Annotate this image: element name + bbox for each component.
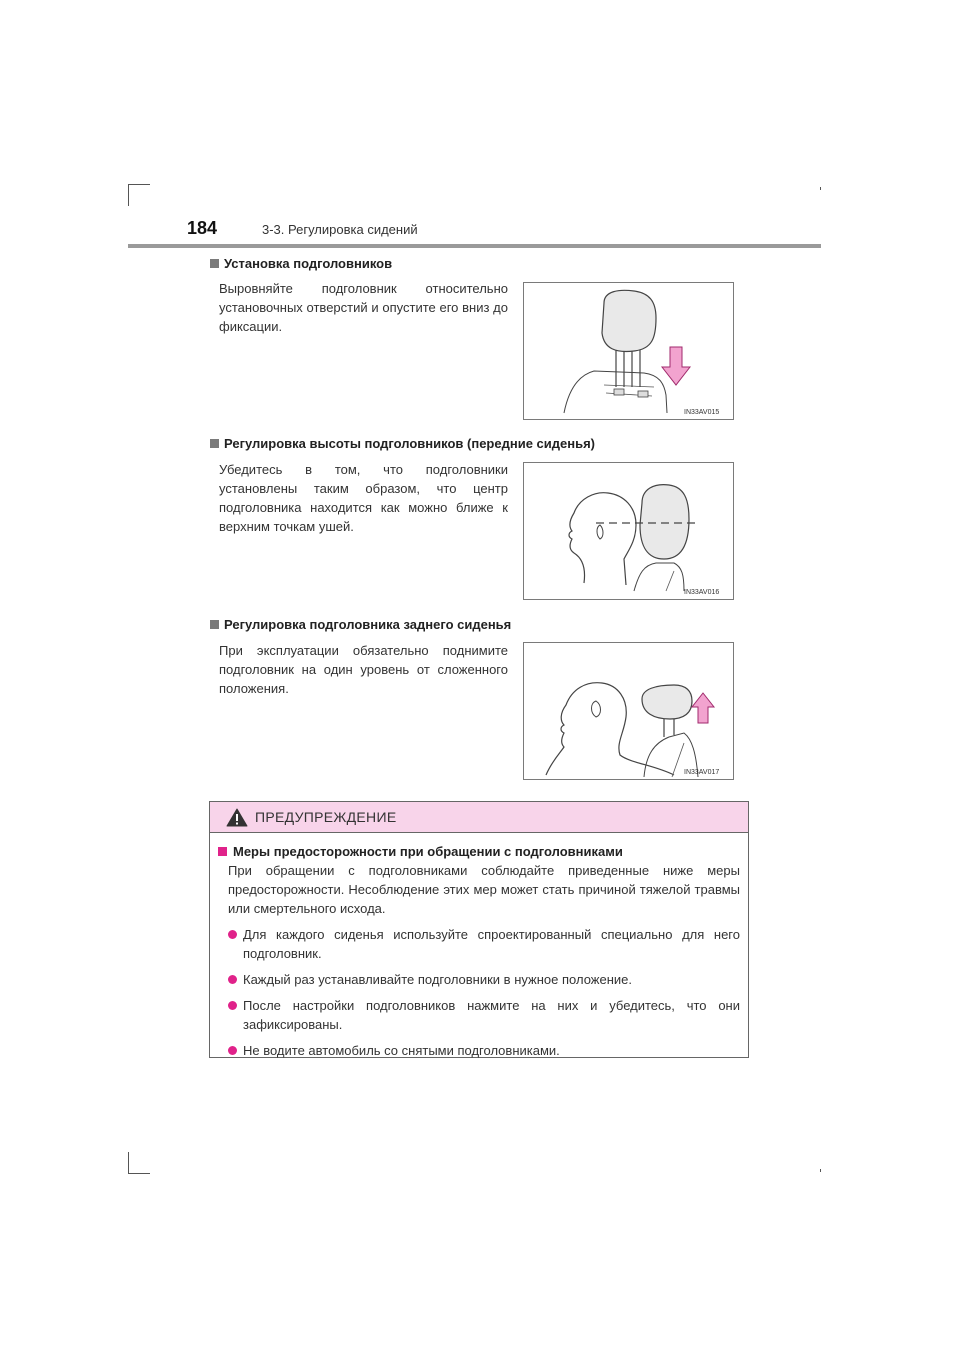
warning-bullet-text: После настройки подголовников нажмите на них и убедитесь, что они зафиксированы. xyxy=(243,998,740,1032)
section-heading xyxy=(210,436,595,451)
section-heading-text: Установка подголовников xyxy=(224,256,393,271)
bullet-dot-icon xyxy=(228,1001,237,1010)
bullet-dot-icon xyxy=(228,975,237,984)
section-title: 3-3. Регулировка сидений xyxy=(262,222,418,237)
bullet-dot-icon xyxy=(228,930,237,939)
crop-mark xyxy=(820,1169,821,1172)
section-text: Убедитесь в том, что подголовники установлены таким образом, что центр подголовника находится как можно ближе к верхним точкам ушей. xyxy=(219,462,508,534)
head-alignment-icon xyxy=(524,463,733,599)
figure-front-headrest-height xyxy=(523,462,734,600)
crop-mark xyxy=(820,187,821,190)
bullet-dot-icon xyxy=(228,1046,237,1055)
section-heading-text: Регулировка высоты подголовников (передние сиденья) xyxy=(224,436,596,451)
square-bullet-icon xyxy=(210,439,219,448)
square-bullet-icon xyxy=(210,620,219,629)
figure-rear-headrest xyxy=(523,642,734,780)
crop-mark xyxy=(128,1173,150,1174)
warning-heading-text: Меры предосторожности при обращении с подголовниками xyxy=(233,844,623,859)
headrest-raise-arrow-icon xyxy=(524,643,733,779)
section-heading xyxy=(210,617,511,632)
warning-header xyxy=(210,802,748,833)
page-number: 184 xyxy=(187,218,218,238)
section-heading-text: Регулировка подголовника заднего сиденья xyxy=(224,617,512,632)
figure-code: IN33AV017 xyxy=(684,769,720,776)
section-text: При эксплуатации обязательно поднимите подголовник на один уровень от сложенного положения. xyxy=(219,643,508,696)
warning-bullet xyxy=(228,925,740,963)
section-heading xyxy=(210,256,392,271)
warning-bullet xyxy=(228,996,740,1034)
square-bullet-icon xyxy=(218,847,227,856)
header-divider xyxy=(128,244,821,248)
warning-triangle-icon xyxy=(226,808,248,827)
figure-code: IN33AV015 xyxy=(684,409,720,416)
figure-code: IN33AV016 xyxy=(684,589,720,596)
warning-bullet xyxy=(228,1041,740,1060)
warning-bullet-text: Не водите автомобиль со снятыми подголовниками. xyxy=(243,1043,560,1058)
warning-bullet xyxy=(228,970,740,989)
warning-heading xyxy=(218,844,740,859)
warning-intro: При обращении с подголовниками соблюдайте приведенные ниже меры предосторожности. Несоблюдение этих мер может стать причиной тяжелой травмы или смертельного исхода. xyxy=(228,863,740,916)
warning-bullet-text: Для каждого сиденья используйте спроектированный специально для него подголовник. xyxy=(243,927,740,961)
section-text: Выровняйте подголовник относительно установочных отверстий и опустите его вниз до фиксации. xyxy=(219,281,508,334)
crop-mark xyxy=(128,184,150,185)
crop-mark xyxy=(128,184,129,206)
warning-title: ПРЕДУПРЕЖДЕНИЕ xyxy=(255,809,397,825)
warning-bullet-text: Каждый раз устанавливайте подголовники в нужное положение. xyxy=(243,972,632,987)
crop-mark xyxy=(128,1152,129,1174)
figure-install-headrest xyxy=(523,282,734,420)
headrest-lower-arrow-icon xyxy=(524,283,733,419)
square-bullet-icon xyxy=(210,259,219,268)
warning-box xyxy=(209,801,749,1058)
